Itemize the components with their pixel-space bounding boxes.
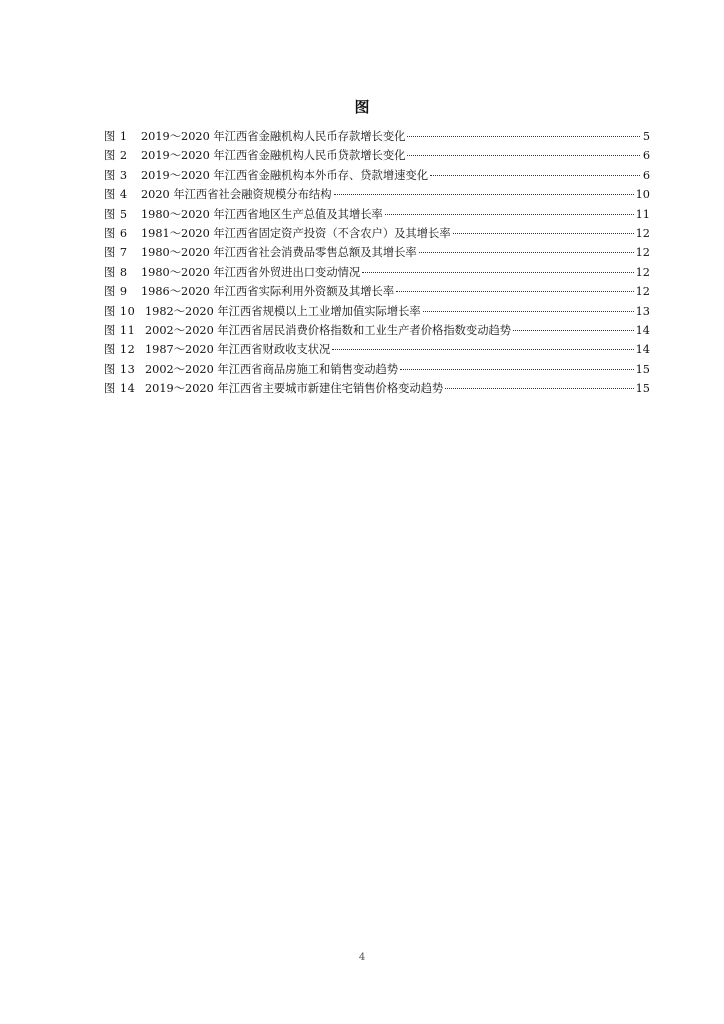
figure-title: 1982～2020 年江西省规模以上工业增加值实际增长率 <box>145 304 421 318</box>
toc-entry[interactable] <box>104 282 650 301</box>
figure-label: 图 4 <box>104 188 128 202</box>
figure-label: 图 5 <box>104 207 128 221</box>
page-number: 12 <box>635 265 650 279</box>
figure-title: 1980～2020 年江西省地区生产总值及其增长率 <box>141 207 383 221</box>
figure-label: 图 1 <box>104 130 128 143</box>
toc-entry[interactable] <box>104 224 650 243</box>
page-number: 12 <box>635 226 650 240</box>
page-number: 13 <box>635 304 650 318</box>
page-number: 5 <box>642 130 650 143</box>
page-number: 6 <box>642 149 650 163</box>
toc-entry[interactable] <box>104 127 650 146</box>
page-number: 15 <box>635 362 650 376</box>
page-number: 12 <box>635 246 650 260</box>
figure-label: 图 13 <box>104 362 136 376</box>
dot-leader <box>430 175 640 176</box>
figure-title: 2020 年江西省社会融资规模分布结构 <box>141 188 332 202</box>
dot-leader <box>334 194 634 195</box>
figure-title: 1987～2020 年江西省财政收支状况 <box>145 343 331 357</box>
dot-leader <box>453 233 634 234</box>
dot-leader <box>396 291 633 292</box>
footer-page-number: 4 <box>358 952 366 963</box>
figure-title: 1986～2020 年江西省实际利用外资额及其增长率 <box>141 285 395 299</box>
dot-leader <box>513 330 634 331</box>
figure-title: 2002～2020 年江西省商品房施工和销售变动趋势 <box>145 362 399 376</box>
page-number: 14 <box>635 343 650 357</box>
dot-leader <box>423 311 634 312</box>
figure-label: 图 8 <box>104 265 128 279</box>
toc-entry[interactable] <box>104 379 650 398</box>
figure-label: 图 14 <box>104 382 136 396</box>
page-number: 14 <box>635 323 650 337</box>
figure-title: 1980～2020 年江西省外贸进出口变动情况 <box>141 265 361 279</box>
figure-label: 图 7 <box>104 246 128 260</box>
toc-entry[interactable] <box>104 263 650 282</box>
dot-leader <box>445 388 633 389</box>
dot-leader <box>385 214 634 215</box>
figure-label: 图 10 <box>104 304 136 318</box>
figure-title: 2019～2020 年江西省金融机构人民币存款增长变化 <box>141 130 406 143</box>
dot-leader <box>407 136 640 137</box>
toc-entry[interactable] <box>104 243 650 262</box>
page-number: 10 <box>635 188 650 202</box>
page-number: 11 <box>635 207 650 221</box>
toc-entry[interactable] <box>104 205 650 224</box>
figure-label: 图 2 <box>104 149 128 163</box>
figure-label: 图 11 <box>104 323 136 337</box>
figure-label: 图 6 <box>104 226 128 240</box>
figure-label: 图 9 <box>104 285 128 299</box>
toc-entry[interactable] <box>104 185 650 204</box>
dot-leader <box>332 349 633 350</box>
dot-leader <box>419 252 634 253</box>
page-number: 15 <box>635 382 650 396</box>
figure-title: 1980～2020 年江西省社会消费品零售总额及其增长率 <box>141 246 417 260</box>
toc-entry[interactable] <box>104 340 650 359</box>
figure-list <box>104 127 650 398</box>
toc-entry[interactable] <box>104 146 650 165</box>
page-number: 12 <box>635 285 650 299</box>
figure-title: 2019～2020 年江西省金融机构本外币存、贷款增速变化 <box>141 168 429 182</box>
figure-title: 2019～2020 年江西省金融机构人民币贷款增长变化 <box>141 149 406 163</box>
toc-entry[interactable] <box>104 166 650 185</box>
toc-entry[interactable] <box>104 360 650 379</box>
toc-entry[interactable] <box>104 302 650 321</box>
page-number: 6 <box>642 168 650 182</box>
toc-entry[interactable] <box>104 321 650 340</box>
figure-title: 2019～2020 年江西省主要城市新建住宅销售价格变动趋势 <box>145 382 444 396</box>
figure-label: 图 12 <box>104 343 136 357</box>
figure-title: 1981～2020 年江西省固定资产投资（不含农户）及其增长率 <box>141 226 451 240</box>
figure-title: 2002～2020 年江西省居民消费价格指数和工业生产者价格指数变动趋势 <box>145 323 512 337</box>
dot-leader <box>407 155 640 156</box>
page-title: 图 <box>354 98 370 116</box>
figure-label: 图 3 <box>104 168 128 182</box>
dot-leader <box>362 272 633 273</box>
dot-leader <box>400 369 633 370</box>
